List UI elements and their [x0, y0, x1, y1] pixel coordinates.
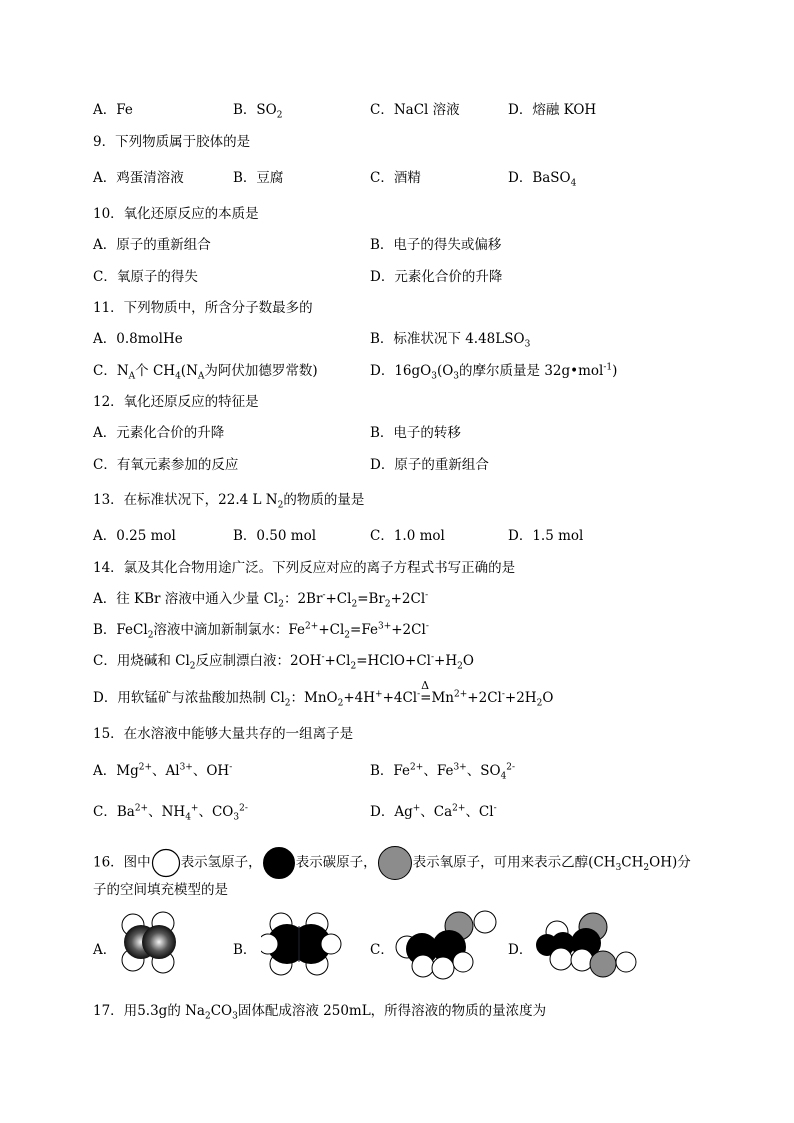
q15-option-d: D．Ag+、$Ca^{2+}$、Cl- — [370, 803, 497, 820]
q17-mass-value: 5.3g — [137, 1003, 168, 1019]
q15-option-a: A．$Mg^{2+}$、$Al^{3+}$、OH- — [93, 762, 233, 779]
heating-equals-sign: Δ = — [420, 679, 432, 706]
q17-stem: 17．用5.3g的 $Na_2CO_3$固体配成溶液 250mL，所得溶液的物质的量浓度为 — [93, 1003, 547, 1022]
q14-option-c: C．用烧碱和 $Cl_2$反应制漂白液：$2OH^-+Cl_2=HClO+Cl^-+H_2O$ — [93, 652, 474, 672]
q9-stem: 9．下列物质属于胶体的是 — [93, 134, 251, 150]
q8-option-b: B．$SO_2$ — [233, 102, 283, 121]
q10-stem: 10．氧化还原反应的本质是 — [93, 206, 259, 222]
q10-options-row1 — [93, 236, 713, 254]
q15-option-c: C．$Ba^{2+}$、$NH_4^+$、$CO_3^{2-}$ — [93, 803, 248, 823]
q10-option-d: D．元素化合价的升降 — [370, 269, 503, 285]
q14-stem: 14．氯及其化合物用途广泛。下列反应对应的离子方程式书写正确的是 — [93, 560, 516, 576]
q11-options-row1 — [93, 330, 713, 348]
model-b-figure — [261, 910, 343, 980]
q16-stem-line1: 16．图中 表示氢原子， 表示碳原子， 表示氧原子，可用来表示乙醇$(CH_3CH_2OH)$分 — [93, 845, 691, 881]
model-a-figure — [117, 910, 193, 980]
q14-option-d: D．用软锰矿与浓盐酸加热制 $Cl_2$：MnO$_2$+4H++4Cl- Δ $=Mn^{2+}+2Cl^-+2H_2O$ — [93, 679, 554, 709]
q8-option-c: C．NaCl 溶液 — [370, 102, 460, 118]
q9-options — [93, 169, 713, 187]
q16-stem-line2: 子的空间填充模型的是 — [93, 882, 228, 898]
q11-stem: 11．下列物质中，所含分子数最多的 — [93, 300, 313, 316]
q12-option-a: A．元素化合价的升降 — [93, 425, 225, 441]
q16-label-b: B． — [233, 942, 257, 958]
q10-options-row2 — [93, 268, 713, 286]
oxygen-atom-legend-icon — [377, 845, 413, 881]
q9-option-b: B．豆腐 — [233, 170, 284, 186]
q9-option-d: D．BaSO$_4$ — [508, 170, 577, 189]
q12-options-row2 — [93, 456, 713, 474]
q11-option-d: D．$16gO_3(O_3$的摩尔质量是 32g•mol$^{-1}$) — [370, 362, 618, 382]
q15-options-row1 — [93, 762, 713, 780]
q11-options-row2 — [93, 362, 713, 380]
q13-option-d: D．1.5 mol — [508, 528, 584, 544]
q15-options-row2 — [93, 803, 713, 821]
q11-option-b: B．标准状况下 $4.48LSO_3$ — [370, 331, 531, 350]
q13-option-b: B．0.50 mol — [233, 528, 317, 544]
q10-option-c: C．氧原子的得失 — [93, 269, 198, 285]
q16-label-a: A． — [93, 942, 117, 958]
q13-options — [93, 527, 713, 545]
q15-stem: 15．在水溶液中能够大量共存的一组离子是 — [93, 726, 354, 742]
q14-option-a: A．往 KBr 溶液中通入少量 $Cl_2$：$2Br^-+Cl_2=Br_2+2Cl^-$ — [93, 590, 429, 610]
q12-options-row1 — [93, 424, 713, 442]
heat-delta-symbol: Δ — [421, 679, 430, 692]
model-d-figure — [533, 910, 641, 980]
q12-stem: 12．氧化还原反应的特征是 — [93, 394, 259, 410]
q13-option-c: C．1.0 mol — [370, 528, 445, 544]
q9-option-a: A．鸡蛋清溶液 — [93, 170, 184, 186]
q12-option-b: B．电子的转移 — [370, 425, 461, 441]
q12-option-c: C．有氧元素参加的反应 — [93, 457, 239, 473]
q14-option-b: B．FeCl$_2$溶液中滴加新制氯水：$Fe^{2+}+Cl_2=Fe^{3+}+2Cl^-$ — [93, 621, 429, 641]
q11-option-a: A．0.8molHe — [93, 331, 183, 347]
q16-label-c: C． — [370, 942, 394, 958]
hydrogen-atom-legend-icon — [151, 848, 181, 878]
q12-option-d: D．原子的重新组合 — [370, 457, 489, 473]
carbon-atom-legend-icon — [262, 846, 296, 880]
q15-option-b: B．$Fe^{2+}$、$Fe^{3+}$、$SO_4^{2-}$ — [370, 762, 516, 782]
q9-option-c: C．酒精 — [370, 170, 421, 186]
q16-label-d: D． — [508, 942, 533, 958]
q8-option-a: A．Fe — [93, 102, 133, 118]
model-c-figure — [393, 910, 501, 980]
q10-option-a: A．原子的重新组合 — [93, 237, 211, 253]
q13-stem: 13．在标准状况下，22.4 L $N_2$的物质的量是 — [93, 492, 365, 511]
q11-option-c: C．$N_A$个 $CH_4(N_A$为阿伏加德罗常数) — [93, 363, 318, 382]
q10-option-b: B．电子的得失或偏移 — [370, 237, 502, 253]
q16-model-options — [93, 910, 713, 980]
q13-option-a: A．0.25 mol — [93, 528, 176, 544]
q8-options — [93, 101, 713, 119]
q8-option-d: D．熔融 KOH — [508, 102, 597, 118]
